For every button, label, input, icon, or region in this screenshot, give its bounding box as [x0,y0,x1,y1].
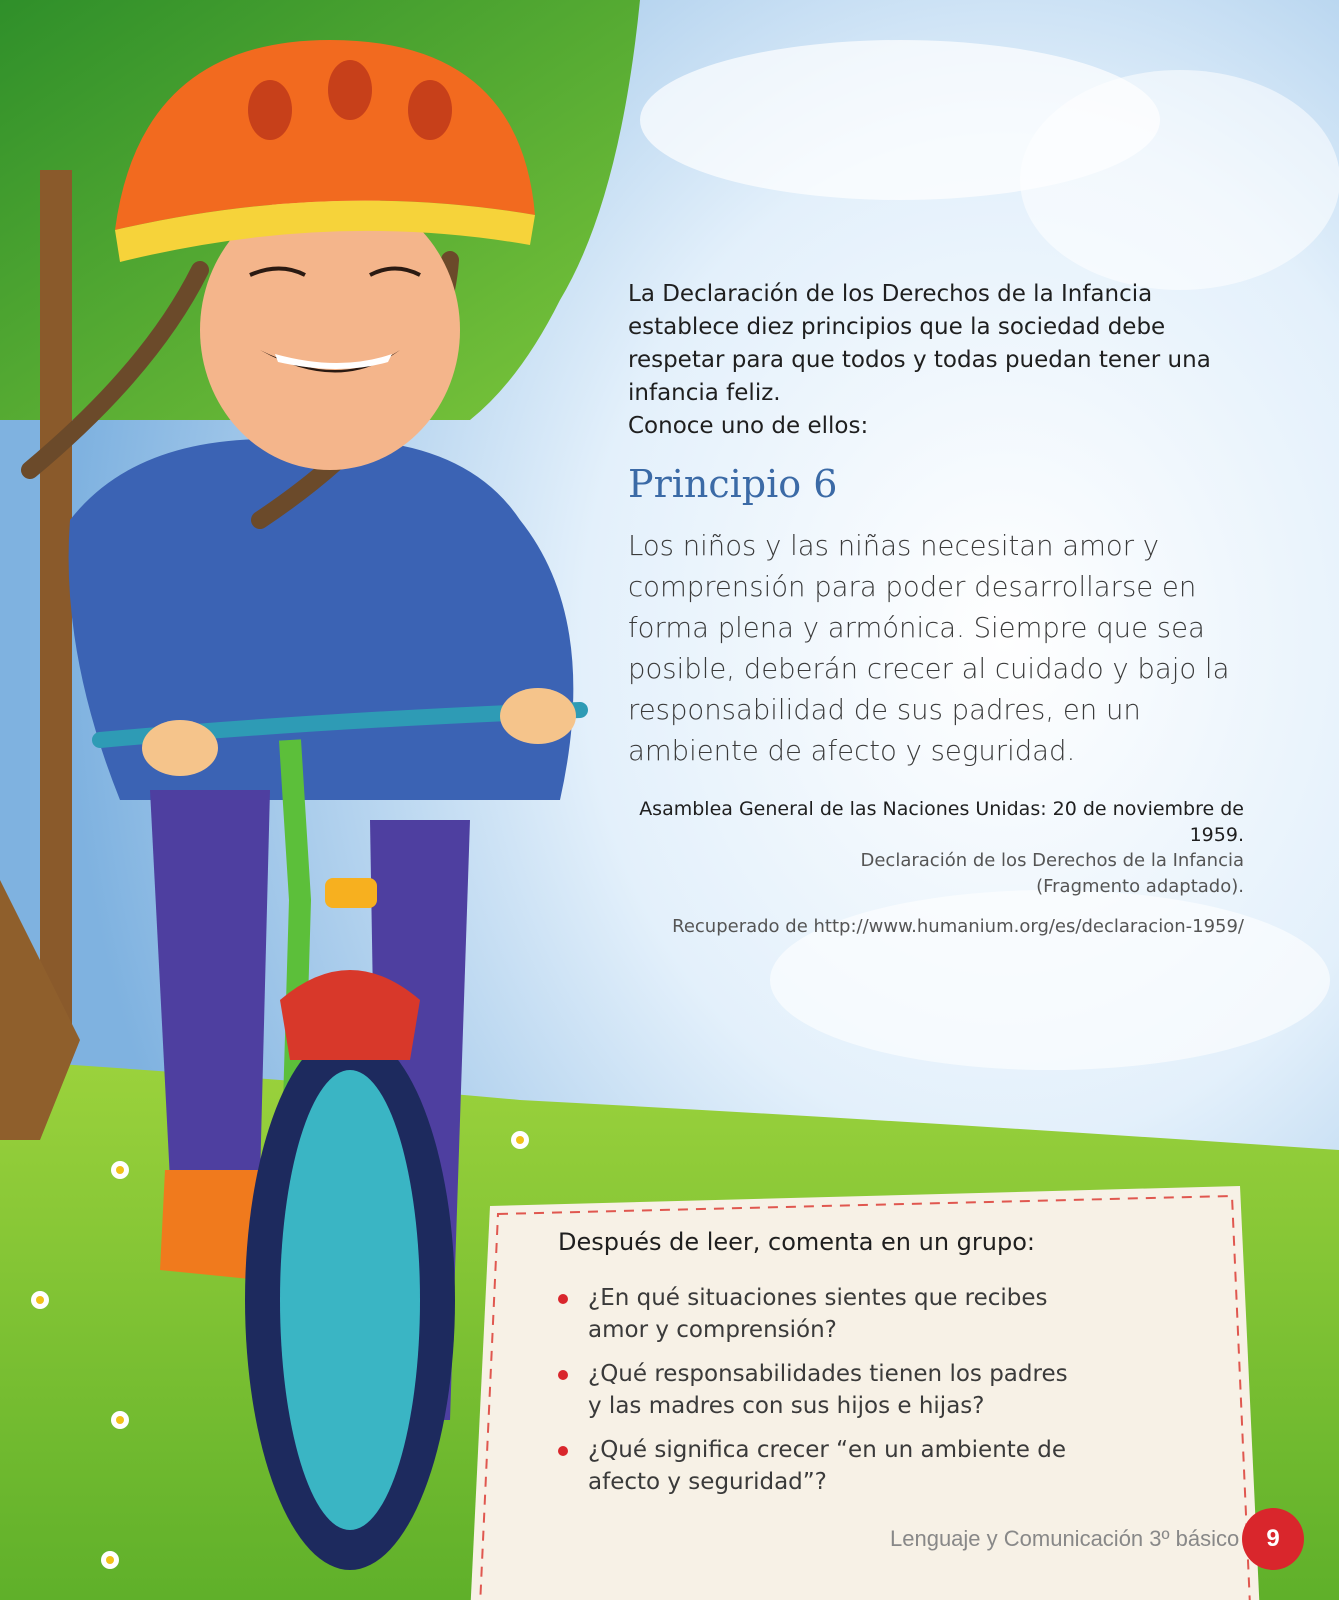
question-item [558,1282,1078,1346]
principle-text: Los niños y las niñas necesitan amor y comprensión para poder desarrollarse en forma plena y armónica. Siempre que sea posible, deberán crecer al cuidado y bajo la responsabilidad de sus padres, en un ambiente de afecto y seguridad. [628,530,1230,767]
book-title-footer: Lenguaje y Comunicación 3º básico [890,1526,1240,1551]
bullet-icon [558,1446,568,1456]
page-number-badge: 9 [1242,1508,1304,1570]
citation-document: Declaración de los Derechos de la Infancia [860,850,1244,871]
activity-questions [558,1282,1078,1510]
citation [600,796,1244,940]
question-text: ¿Qué significa crecer “en un ambiente de afecto y seguridad”? [588,1437,1067,1495]
citation-note: (Fragmento adaptado). [1036,876,1244,897]
question-text: ¿En qué situaciones sientes que recibes amor y comprensión? [588,1285,1048,1343]
question-text: ¿Qué responsabilidades tienen los padres y las madres con sus hijos e hijas? [588,1361,1068,1419]
citation-source: Recuperado de http://www.humanium.org/es/declaracion-1959/ [672,916,1244,937]
activity-title: Después de leer, comenta en un grupo: [558,1228,1035,1256]
intro-text [628,278,1268,443]
question-item [558,1434,1078,1498]
bullet-icon [558,1370,568,1380]
question-item [558,1358,1078,1422]
bullet-icon [558,1294,568,1304]
citation-assembly: Asamblea General de las Naciones Unidas: 20 de noviembre de 1959. [639,798,1244,846]
intro-prompt: Conoce uno de ellos: [628,413,869,439]
intro-paragraph: La Declaración de los Derechos de la Infancia establece diez principios que la sociedad debe respetar para que todos y todas puedan tener una infancia feliz. [628,281,1211,406]
principle-title: Principio 6 [628,462,838,506]
